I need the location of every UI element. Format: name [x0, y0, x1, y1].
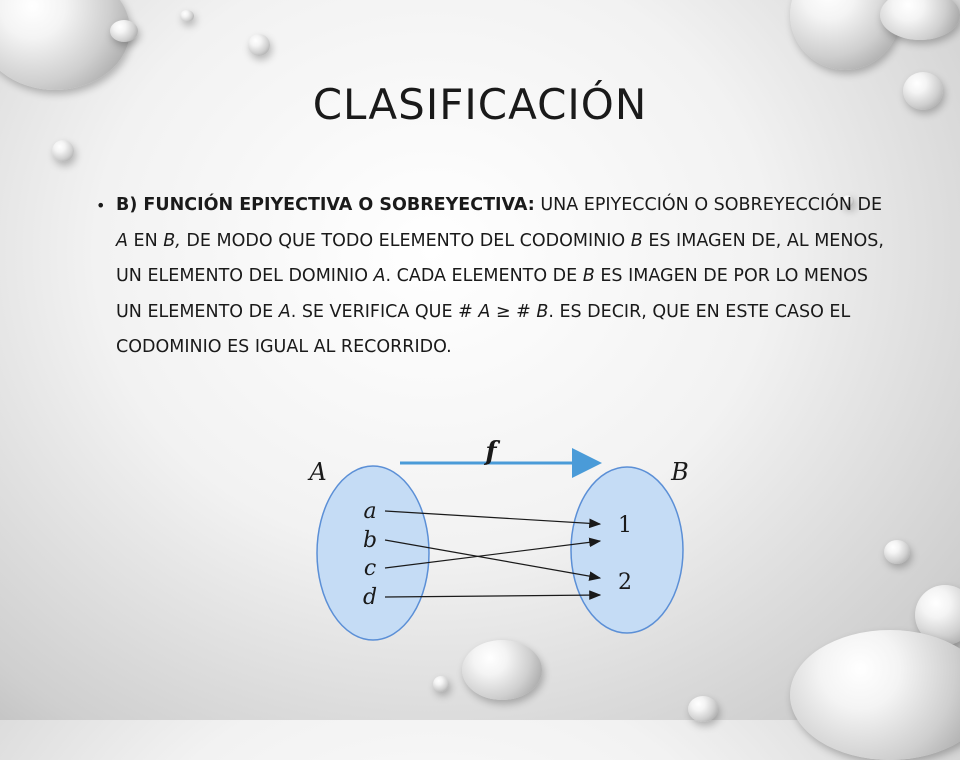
domain-set-ellipse — [317, 466, 429, 640]
bullet-text: . SE VERIFICA QUE # — [290, 301, 479, 322]
set-variable: A — [116, 230, 128, 251]
slide-title: CLASIFICACIÓN — [312, 80, 648, 129]
set-variable: A — [478, 301, 491, 322]
bullet-text: EN — [127, 230, 164, 251]
function-label: f — [485, 437, 497, 467]
bullet-text: UNA EPIYECCIÓN O SOBREYECCIÓN DE — [534, 195, 883, 215]
domain-label: A — [309, 458, 327, 486]
domain-element-c: c — [363, 556, 377, 581]
bullet-lead-letter: B — [116, 195, 130, 215]
codomain-set-ellipse — [571, 467, 683, 633]
bullet-text: ≥ # — [490, 301, 537, 322]
set-variable: B — [536, 301, 549, 322]
domain-element-d: d — [362, 585, 378, 610]
domain-element-b: b — [362, 528, 378, 553]
set-variable: B, — [163, 230, 181, 251]
codomain-element-1: 1 — [618, 513, 632, 538]
bullet-marker: • — [96, 196, 106, 215]
codomain-label: B — [671, 458, 689, 486]
set-variable: B — [582, 266, 595, 286]
codomain-element-2: 2 — [618, 570, 632, 595]
bullet-text: . ES DECIR, QUE EN ESTE CASO EL CODOMINIO ES IGUAL AL RECORRIDO. — [116, 301, 851, 357]
bullet-text: ES IMAGEN DE POR LO MENOS UN ELEMENTO DE — [116, 266, 869, 322]
set-variable: A — [373, 266, 386, 286]
bullet-text: DE MODO QUE TODO ELEMENTO DEL CODOMINIO — [180, 230, 631, 251]
bullet-lead-term: ) FUNCIÓN EPIYECTIVA O SOBREYECTIVA: — [129, 195, 535, 215]
bullet-text: ES IMAGEN DE, AL MENOS, UN ELEMENTO DEL DOMINIO — [116, 230, 884, 286]
bullet-text: . CADA ELEMENTO DE — [385, 266, 583, 286]
set-variable: A — [278, 301, 291, 322]
domain-element-a: a — [363, 499, 377, 524]
set-variable: B — [630, 230, 643, 251]
